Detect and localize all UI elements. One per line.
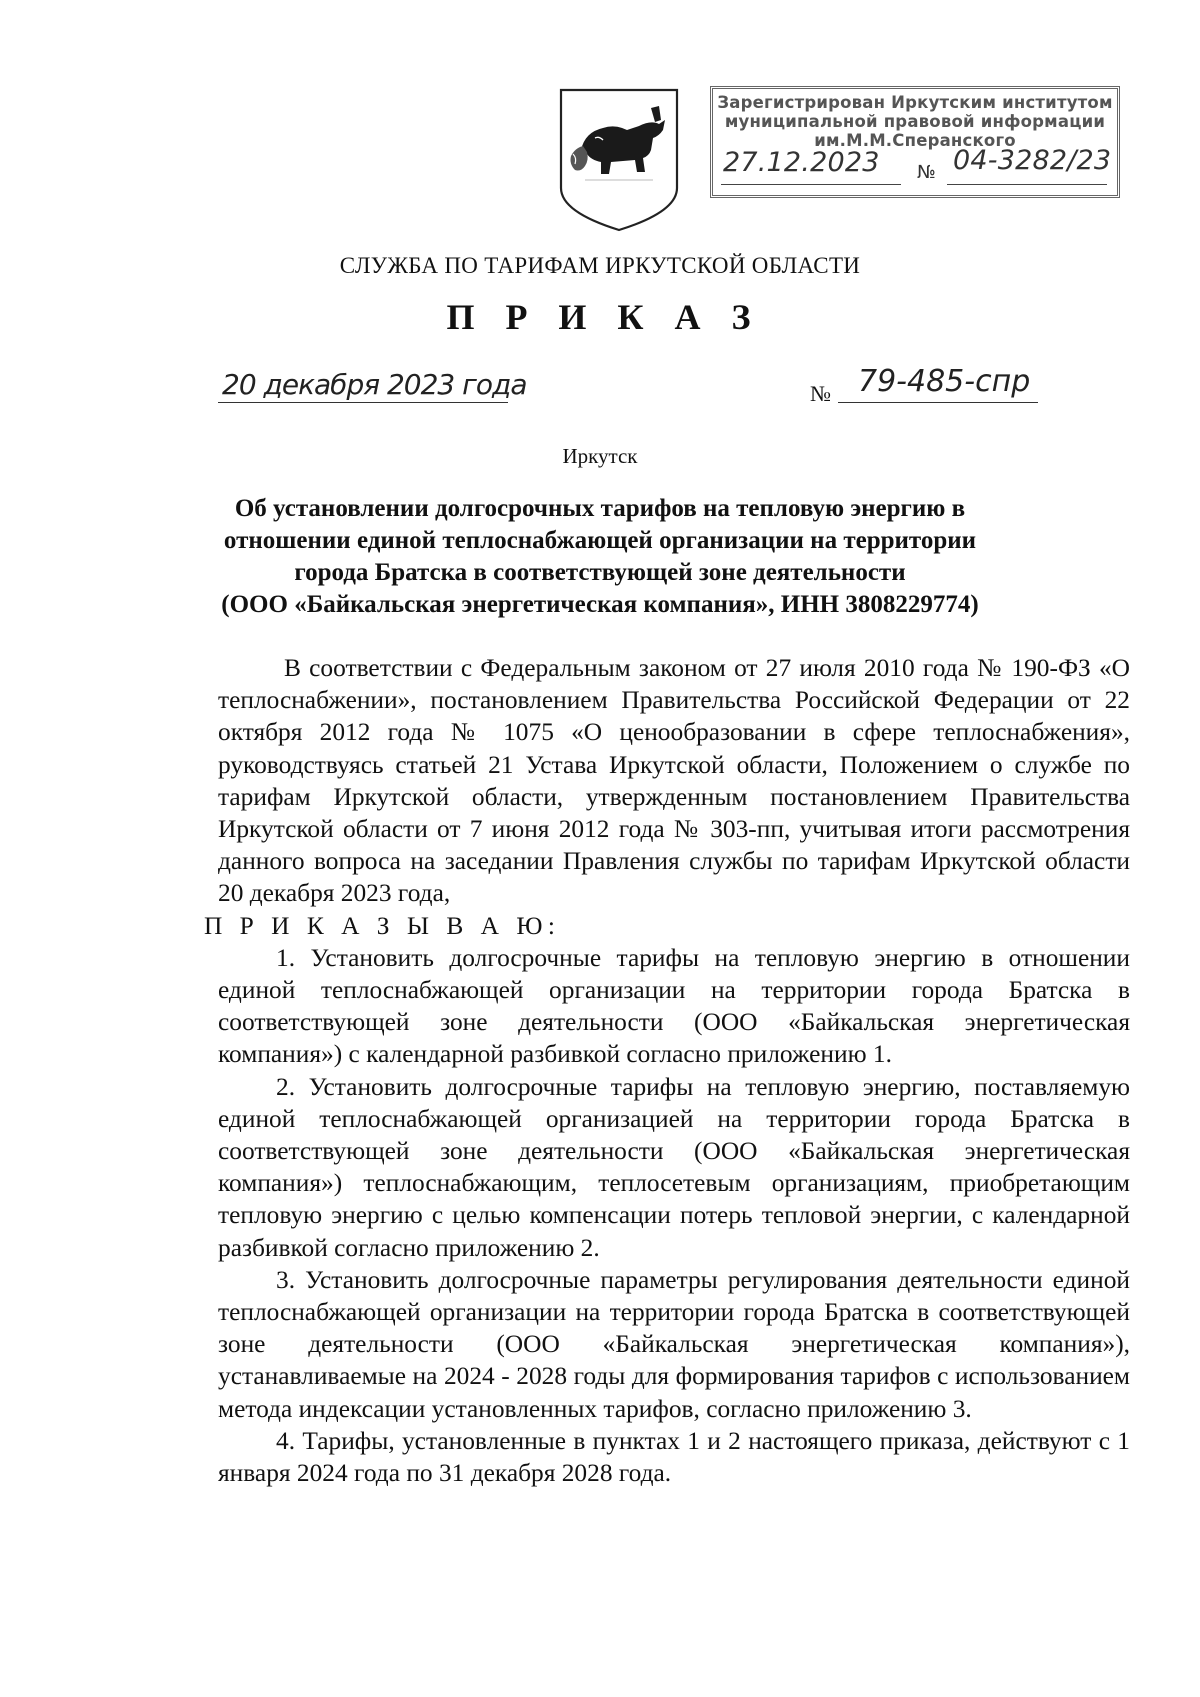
stamp-line-2: муниципальной правовой информации [724,112,1106,131]
city: Иркутск [562,444,638,468]
coat-of-arms-icon [555,84,683,234]
stamp-number-underline [947,184,1107,185]
title-line: (ООО «Байкальская энергетическая компания», ИНН 3808229774) [221,591,979,618]
stamp-date: 27.12.2023 [723,147,880,178]
title-line: города Братска в соответствующей зоне деятельности [294,559,906,586]
agency-name: СЛУЖБА ПО ТАРИФАМ ИРКУТСКОЙ ОБЛАСТИ [339,253,861,278]
orders-word: П Р И К А З Ы В А Ю: [204,911,561,940]
stamp-line-3: им.М.М.Сперанского [814,131,1016,150]
stamp-date-underline [721,184,901,185]
title-line: отношении единой теплоснабжающей организации на территории [223,527,977,554]
stamp-number-sign: № [917,162,936,183]
document-title [150,493,1050,621]
registration-stamp [710,86,1120,198]
stamp-registration-row [721,145,1112,191]
stamp-line-1: Зарегистрирован Иркутским институтом [717,93,1113,112]
order-item-4: 4. Тарифы, установленные в пунктах 1 и 2 настоящего приказа, действуют с 1 января 2024 года по 31 декабря 2028 года. [218,1426,1130,1488]
order-number-underline [838,402,1038,403]
order-item-3: 3. Установить долгосрочные параметры регулирования деятельности единой теплоснабжающей организации на территории города Братска в соответствующей зоне деятельности (ООО «Байкальская энергетическая компания»), устанавливаемые на 2024 - 2028 годы для формирования тарифов с использованием метода индексации установленных тарифов, согласно приложению 3. [218,1265,1130,1423]
stamp-number: 04-3282/23 [953,145,1112,176]
document-type: П Р И К А З [446,297,762,337]
order-item-2: 2. Установить долгосрочные тарифы на тепловую энергию, поставляемую единой теплоснабжающей организацией на территории города Братска в соответствующей зоне деятельности (ООО «Байкальская энергетическая компания») теплоснабжающим, теплосетевым организациям, приобретающим тепловую энергию с целью компенсации потерь тепловой энергии, с календарной разбивкой согласно приложению 2. [218,1072,1130,1262]
order-item-1: 1. Установить долгосрочные тарифы на тепловую энергию в отношении единой теплоснабжающей организации на территории города Братска в соответствующей зоне деятельности (ООО «Байкальская энергетическая компания») с календарной разбивкой согласно приложению 1. [218,943,1130,1069]
preamble-paragraph: В соответствии с Федеральным законом от 27 июля 2010 года № 190-ФЗ «О теплоснабжении», постановлением Правительства Российской Федерации от 22 октября 2012 года № 1075 «О ценообразовании в сфере теплоснабжения», руководствуясь статьей 21 Устава Иркутской области, Положением о службе по тарифам Иркутской области, утвержденным постановлением Правительства Иркутской области от 7 июня 2012 года № 303-пп, учитывая итоги рассмотрения данного вопроса на заседании Правления службы по тарифам Иркутской области 20 декабря 2023 года, [218,654,1130,908]
title-line: Об установлении долгосрочных тарифов на тепловую энергию в [234,495,966,522]
document-body [204,652,1130,1489]
order-number: 79-485-спр [858,364,1031,399]
order-date: 20 декабря 2023 года [222,368,527,401]
order-number-sign: № [810,381,831,406]
order-date-underline [218,402,508,403]
